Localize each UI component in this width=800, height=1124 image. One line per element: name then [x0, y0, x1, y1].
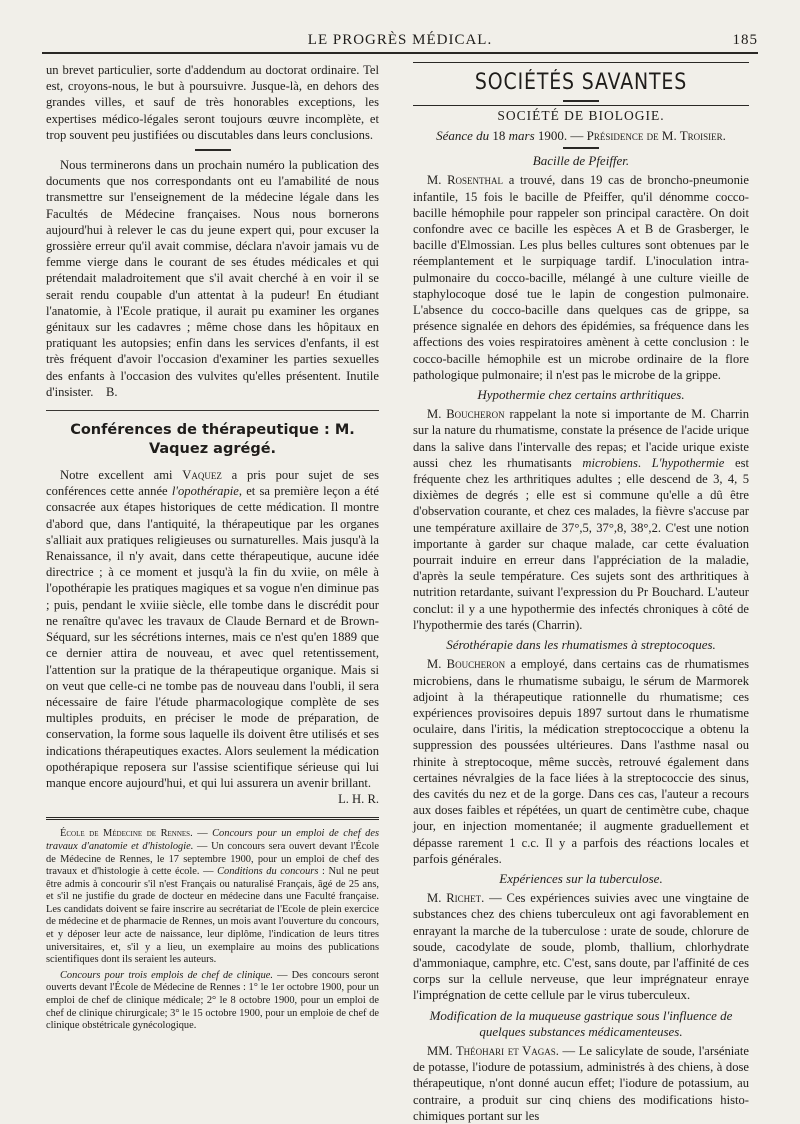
subheading: Expériences sur la tuberculose. [499, 870, 663, 886]
presidency: Présidence de M. Troisier. [586, 128, 726, 144]
signature: L. H. R. [338, 792, 379, 807]
paragraph-text: Nous terminerons dans un prochain numéro la publication des documents que nos correspondants ont eu l'amabilité de nous transmettre sur l'enseignement de la médecine légale dans les Facultés de Médecine françaises. Nous nous bornerons aujourd'hui à relever le cas du jeune expert qui, pour excuser la grossière erreur qu'il avait commise, déclara n'avoir jamais vu de femme vierge dans le courant de ses études médicales et qui prétendait maladroitement que s'il avait cherché à en voir il se serait rendu coupable d'un attentat à la pudeur! En étudiant l'anatomie, à l'Ecole pratique, il aurait pu examiner les organes génitaux sur les cadavres ; même chose dans les hôpitaux en pratiquant les autopsies; enfin dans les services d'enfants, il est très fréquent d'avoir l'occasion d'examiner les parties sexuelles des enfants à l'occasion des vulvites qu'elles présentent. Inutile d'insister. [46, 158, 379, 399]
notice-heading: École de Médecine de Rennes. — [60, 828, 213, 840]
notice-paragraph [46, 970, 379, 1033]
subheading: Modification de la muqueuse gastrique sous l'influence de quelques substances médicamenteuses. [429, 1007, 733, 1039]
text: — Des concours seront ouverts devant l'École de Médecine de Rennes : 1° le 1er octobre 1900, pour un emploi de chef de clinique médicale; 2° le 8 octobre 1900, pour un emploi de chef de clinique chirurgicale; 3° le 15 octobre 1900, pour un emploie de chef de clinique obstétricale gynécologique. [46, 969, 380, 1032]
left-column [46, 62, 379, 1033]
text: a trouvé, dans 19 cas de broncho-pneumonie infantile, 15 fois le bacille de Pfeiffer, qu'il dénomme cocco-bacille hémophile pour rappeler son principal caractère. On doit confondre avec ce bacille les espèces A et B de Grasberger, le bacille d'Elmossian. Les plus belles cultures sont obtenues par le réemplantement et le surpiquage tardif. L'inoculation intra-pulmonaire du cocco-bacille, mélangé à une culture vieille de staphylocoque dosé tue le lapin de congestion pulmonaire. L'absence du cocco-bacille dans quelques cas de grippe, sa présence signalée en dehors des épidémies, sa fréquence dans les affections des voies respiratoires amènent à cette conclusion : le cocco-bacille hémophile est un microbe ordinaire de la flore pathologique pulmonaire; il n'est pas le microbe de la grippe. [413, 173, 749, 382]
paragraph [413, 890, 749, 1003]
subheading: Hypothermie chez certains arthritiques. [477, 387, 685, 403]
page-number: 185 [732, 32, 758, 48]
paragraph [413, 172, 749, 383]
signature: B. [106, 384, 118, 399]
text: a pris pour sujet de ses conférences cette année [46, 468, 379, 499]
text: a employé, dans certains cas de rhumatismes microbiens, dans le rhumatisme subaigu, le sérum de Marmorek adjoint à la thérapeutique rationnelle du rhumatisme; ces expériences provisoires depuis 1897 surtout dans le rhumatisme oculaire, dans l'iritis, la médication streptococcique a obtenu la suppression des poussées ultérieures. Dans l'asthme nasal ou rhinite à streptocoque, même succès, retrouvé également dans certaines névralgies de la face liées à la streptococcie des sinus, des cavités du nez et de la gorge. Dans ces cas, l'auteur a recours aux doses faibles et répétées, un quart de centimètre cube, chaque jour, en injection momentanée; il augmente graduellement et dépasse rarement 1 c.c. Il y a parfois des réactions locales et parfois générales. [413, 657, 749, 866]
paragraph: un brevet particulier, sorte d'addendum au doctorat ordinaire. Tel est, croyons-nous, le but à poursuivre. Jusque-là, en dehors des grandes villes, et sauf de très honorables exceptions, les expertises médico-légales seront toujours œuvre incomplète, et trop souvent peu justifiées ou discutables dans leurs conclusions. [46, 63, 379, 142]
italic-text: Concours pour trois emplois de chef de clinique. [60, 969, 273, 981]
separator [195, 149, 231, 151]
text: — Le salicylate de soude, l'arséniate de potasse, l'iodure de potassium, administrés à des chiens, à dose thérapeutique, n'ont donné aucun effet; l'iodure de potassium, au contraire, a produit sur cinq chiens des modifications histo-chimiques portant sur les [413, 1043, 749, 1123]
subheading: Sérothérapie dans les rhumatismes à streptocoques. [446, 637, 716, 653]
paragraph [46, 467, 379, 791]
text: 1900. — [534, 128, 587, 144]
journal-title: LE PROGRÈS MÉDICAL. [307, 32, 493, 48]
paragraph [413, 656, 749, 867]
italic-text: L'hypothermie [651, 455, 725, 470]
text: — Un concours sera ouvert devant l'École de Médecine de Rennes, le 17 septembre 1900, pour un emploi de chef des travaux et d'histologie à cette école. — [46, 840, 379, 878]
section-heading: Conférences de thérapeutique : M. Vaquez agrégé. [70, 422, 355, 458]
author-name: MM. Théohari et Vagas. [427, 1043, 559, 1058]
italic-text: microbiens [582, 455, 638, 470]
text: — Ces expériences suivies avec une vingtaine de substances chez des chiens tuberculeux ont agi favorablement en enrayant la marche de la tuberculose : urate de soude, chlorure de soude, cacodylate de soude, plomb, thallium, chlorhydrate d'ammoniaque, camphre, etc. C'est, sans doute, par l'affinité de ces corps sur la cellule nerveuse, que leur imprégnateur enraye l'imprégnation de cette cellule par le virus tuberculeux. [413, 891, 749, 1003]
italic-text: Concours pour un emploi de chef des travaux d'anatomie et d'histologie. [46, 828, 379, 852]
separator [46, 410, 379, 411]
italic-term: l'opothérapie [171, 484, 239, 499]
author-name: M. Boucheron [427, 407, 505, 422]
author-name: M. Richet. [427, 891, 485, 906]
text: rappelant la note si importante de M. Charrin sur la nature du rhumatisme, constate la présence de l'acide urique dans la salive dans l'intervalle des repas; et l'acide urique existe aussi chez les rhumatisants [413, 407, 749, 470]
page-header [42, 30, 758, 54]
subheading: Bacille de Pfeiffer. [532, 153, 630, 169]
paragraph [413, 406, 749, 633]
separator [563, 147, 599, 149]
session-line [413, 128, 749, 144]
text: est fréquente chez les arthritiques adultes ; elle descend de 3, 4, 5 dixièmes de degrés ; elle est si commune qu'elle a dû être d'observation courante, et chez ces malades, la fièvre s'accuse par une température axillaire de 37°,5, 37°,8, 38°,2. C'est une notion importante à garder sur chaque malade, car cette évaluation pourrait induire en erreur dans l'appréciation de la maladie, d'après la seule température. Ces sujets sont des arthritiques à nutrition retardante, suivant l'expression du Pr Bouchard. L'auteur conclut: il y a une hypothermie des infectés chroniques à côté de l'hypothermie des tarés (Charrin). [413, 455, 750, 632]
author-name: Vaquez [182, 468, 222, 483]
text: mars [508, 128, 535, 144]
author-name: M. Boucheron [427, 657, 506, 672]
separator [563, 100, 599, 102]
italic-text: Conditions du concours [217, 866, 319, 878]
text: 18 [489, 128, 509, 144]
notice-paragraph [46, 828, 379, 967]
paragraph [413, 1043, 749, 1124]
paragraph [46, 157, 379, 400]
text: . [637, 455, 652, 470]
text: Notre excellent ami [60, 468, 183, 483]
text: : Nul ne peut être admis à concourir s'il n'est Français ou naturalisé Français, âgé de 25 ans, et s'il ne justifie du grade de docteur en médecine dans une Faculté française. Les candidats doivent se faire inscrire au secrétariat de l'Ecole de plein exercice de médecine et de pharmacie de Rennes, un mois avant l'ouverture du concours, et y déposer leur acte de naissance, leur diplôme, l'indication de leurs titres universitaires, et, s'il y a lieu, un exemplaire au moins des publications scientifiques dont ils seraient les auteurs. [46, 866, 379, 966]
right-column [413, 62, 749, 1124]
section-title: SOCIÉTÉS SAVANTES [474, 70, 688, 95]
society-name: SOCIÉTÉ DE BIOLOGIE. [497, 108, 665, 123]
text: Séance du [436, 128, 490, 144]
text: , et sa première leçon a été consacrée aux étapes historiques de cette médication. Il montre d'abord que, dans l'antiquité, la thérapeutique par les organes s'alliait aux pratiques religieuses ou surnaturelles. Mais jusqu'à la Renaissance, il n'y avait, dans cette thérapeutique, aucune idée directrice ; à ce moment et jusqu'à la fin du xviie, on mêle à l'opothérapie les pratiques magiques et sa vogue n'en diminue pas ; puis, pendant le xviiie siècle, elle tombe dans le discrédit pour ne renaître qu'avec les travaux de Claude Bernard et de Brown-Séquard, sur les sécrétions internes, mais ce n'est qu'en 1889 que ce dernier attira de nouveau, et avec quel retentissement, l'attention sur la pratique de la thérapeutique organique. Mais si on veut que celle-ci ne tombe pas de nouveau dans l'oubli, il sera nécessaire de faire l'étude pharmacologique complète de ses multiples produits, en préciser le mode de préparation, de conservation, la forme sous laquelle ils doivent être utilisés et ses indications thérapeutiques exactes. Alors seulement la médication opothérapique reposera sur l'assise scientifique sérieuse qui lui manque encore aujourd'hui, et qui lui assurera un avenir brillant. [46, 484, 379, 790]
societes-banner [413, 62, 749, 106]
author-name: M. Rosenthal [427, 173, 503, 188]
double-rule [46, 817, 379, 820]
